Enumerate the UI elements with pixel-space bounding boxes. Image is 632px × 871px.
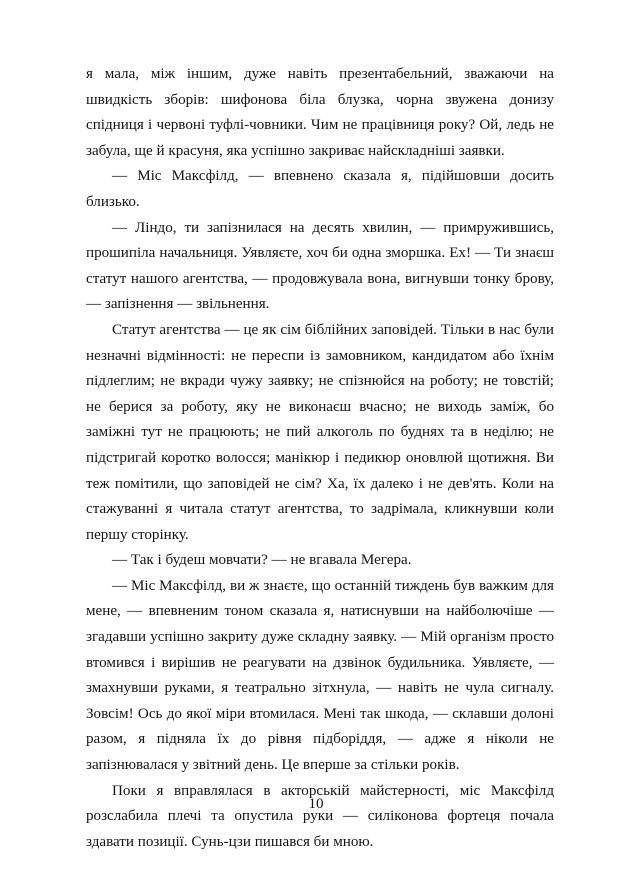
paragraph: — Так і будеш мовчати? — не вгавала Мегера. — [112, 552, 412, 569]
paragraph: я мала, між іншим, дуже навіть презентабельний, зважаючи на швидкість зборів: шифонова біла блузка, чорна звужена донизу спідниця і червоні туфлі-човники. Чим не працівниця року? Ой, ледь не забула, ще й красуня, яка успішно закриває найскладніші заявки. — [86, 66, 554, 159]
paragraph: — Міс Максфілд, — впевнено сказала я, підійшовши досить близько. — [86, 168, 554, 210]
paragraph: Статут агентства — це як сім біблійних заповідей. Тільки в нас були незначні відмінності: не переспи із замовником, кандидатом або їхнім підлеглим; не вкради чужу заявку; не спізнюйся на роботу; не товстій; не берися за роботу, яку не виконаєш вчасно; не виходь заміж, бо заміжні тут не працюють; не пий алкоголь по буднях та в неділю; не підстригай коротко волосся; манікюр і педикюр оновлюй щотижня. Ви теж помітили, що заповідей не сім? Ха, їх далеко і не дев'ять. Коли на стажуванні я читала статут агентства, то задрімала, кликнувши коли першу сторінку. — [86, 321, 554, 543]
paragraph: — Ліндо, ти запізнилася на десять хвилин, — примружившись, прошипіла начальниця. Уявляєте, хоч би одна зморшка. Ех! — Ти знаєш статут нашого агентства, — продовжувала вона, вигнувши тонку брову, — запізнення — звільнення. — [86, 219, 554, 313]
page-body-text — [86, 62, 554, 855]
paragraph: — Міс Максфілд, ви ж знаєте, що останній тиждень був важким для мене, — впевненим тоном сказала я, натиснувши на найболючіше — згадавши успішно закриту дуже складну заявку. — Мій організм просто втомився і вирішив не реагувати на дзвінок будильника. Уявляєте, — змахнувши руками, я театрально зітхнула, — навіть не чула сигналу. Зовсім! Ось до якої міри втомилася. Мені так шкода, — склавши долоні разом, я підняла їх до рівня підборіддя, — адже я ніколи не запізнювалася у звітний день. Це вперше за стільки років. — [86, 577, 554, 774]
page-number: 10 — [308, 796, 324, 812]
paragraph: Поки я вправлялася в акторській майстерності, міс Максфілд розслабила плечі та опустила руки — силіконова фортеця почала здавати позиції. Сунь-цзи пишався би мною. — [86, 782, 554, 850]
